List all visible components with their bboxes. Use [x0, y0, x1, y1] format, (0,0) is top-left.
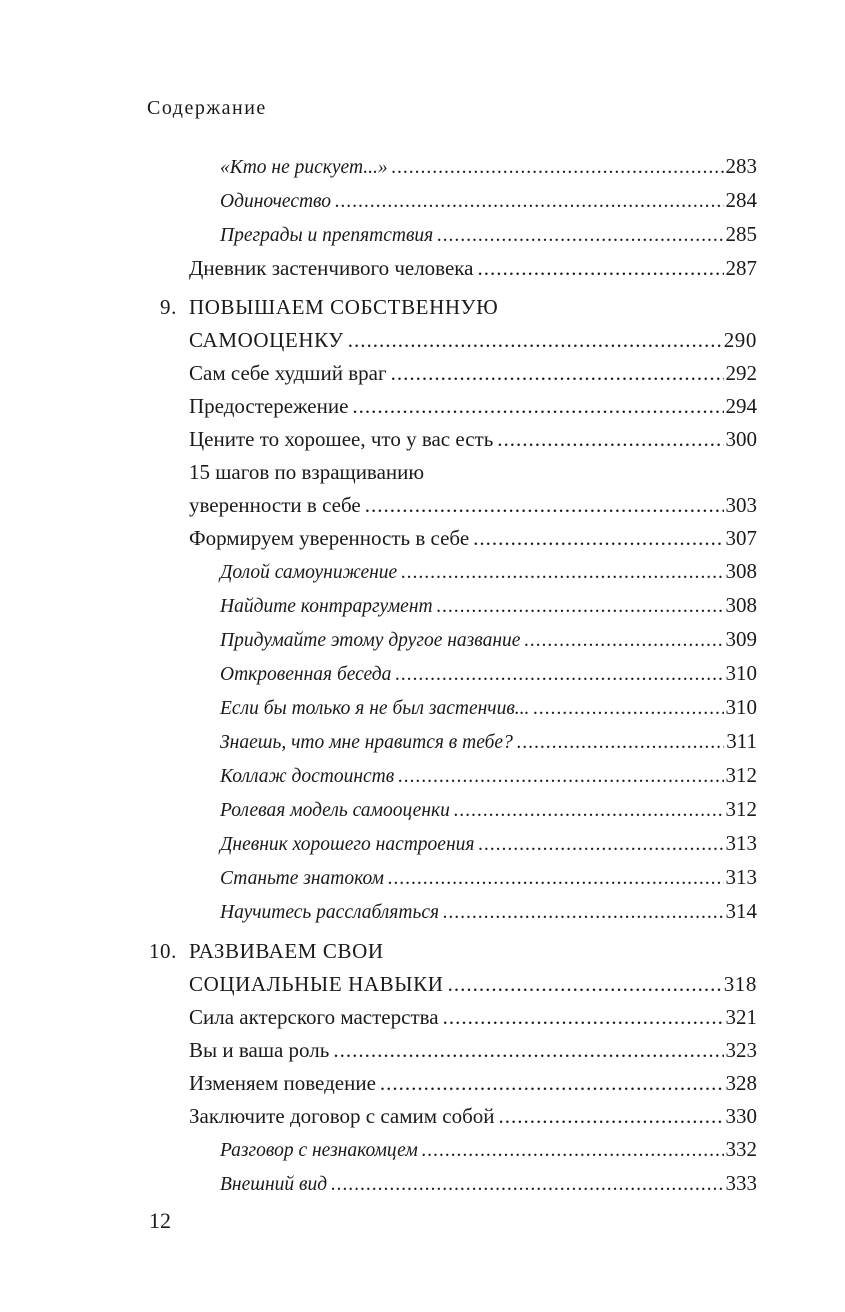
toc-entry-page: 314: [725, 899, 757, 923]
dot-leader: [331, 1168, 723, 1201]
chapter-number: 9.: [160, 295, 177, 319]
toc-entry-title: Откровенная беседа: [220, 664, 392, 685]
toc-entry-title: Станьте знатоком: [220, 868, 384, 889]
toc-entry-page: 292: [725, 361, 757, 385]
dot-leader: [443, 1001, 724, 1034]
dot-leader: [401, 556, 723, 589]
chapter-10-heading[interactable]: [0, 935, 845, 1001]
toc-entry-title: Сила актерского мастерства: [189, 1005, 439, 1029]
toc-entry-title: Одиночество: [220, 191, 332, 212]
toc-entry-page: 284: [725, 188, 757, 212]
toc-entry-title: Коллаж достоинств: [220, 766, 395, 787]
dot-leader: [352, 390, 723, 423]
toc-entry[interactable]: [0, 623, 845, 657]
dot-leader: [398, 760, 723, 793]
toc-entry-page: 333: [725, 1171, 757, 1195]
dot-leader: [380, 1067, 724, 1100]
chapter-title-line1: РАЗВИВАЕМ СВОИ: [189, 939, 384, 963]
toc-entry-title: Ролевая модель самооценки: [220, 800, 450, 821]
toc-entry-page: 312: [725, 797, 757, 821]
toc-entry-title: Дневник хорошего настроения: [220, 834, 475, 855]
toc-entry[interactable]: [0, 895, 845, 929]
toc-entry-title: Формируем уверенность в себе: [189, 526, 470, 550]
dot-leader: [422, 1134, 724, 1167]
toc-entry-title: Цените то хорошее, что у вас есть: [189, 427, 494, 451]
toc-entry-title: Разговор с незнакомцем: [220, 1140, 418, 1161]
chapter-title-line1: ПОВЫШАЕМ СОБСТВЕННУЮ: [189, 295, 499, 319]
dot-leader: [348, 324, 722, 357]
toc-entry[interactable]: [0, 390, 845, 423]
toc-entry[interactable]: [0, 555, 845, 589]
toc-entry-page: 308: [725, 593, 757, 617]
dot-leader: [497, 423, 723, 456]
toc-entry[interactable]: [0, 184, 845, 218]
dot-leader: [333, 1034, 723, 1067]
toc-entry-page: 303: [725, 493, 757, 517]
toc-entry-page: 307: [725, 526, 757, 550]
toc-entry[interactable]: [0, 357, 845, 390]
toc-entry-title: Знаешь, что мне нравится в тебе?: [220, 732, 513, 753]
toc-entry[interactable]: [0, 1100, 845, 1133]
toc-entry-title: Сам себе худший враг: [189, 361, 387, 385]
toc-entry[interactable]: [0, 691, 845, 725]
toc-entry-page: 330: [725, 1104, 757, 1128]
toc-entry-page: 308: [725, 559, 757, 583]
dot-leader: [517, 726, 724, 759]
toc-entry-page: 313: [725, 831, 757, 855]
toc-entry[interactable]: [0, 793, 845, 827]
dot-leader: [454, 794, 724, 827]
toc-entry-page: 294: [725, 394, 757, 418]
dot-leader: [437, 590, 724, 623]
table-of-contents: [0, 150, 845, 1201]
chapter-number: 10.: [148, 939, 177, 963]
dot-leader: [391, 357, 724, 390]
toc-entry-page: 300: [725, 427, 757, 451]
toc-entry-page: 312: [725, 763, 757, 787]
toc-entry[interactable]: [0, 861, 845, 895]
toc-entry[interactable]: [0, 827, 845, 861]
toc-entry[interactable]: [0, 1067, 845, 1100]
toc-entry-title: Долой самоунижение: [220, 562, 398, 583]
toc-entry[interactable]: [0, 1167, 845, 1201]
dot-leader: [335, 185, 723, 218]
toc-entry-page: 309: [725, 627, 757, 651]
toc-entry-title: Дневник застенчивого человека: [189, 256, 474, 280]
dot-leader: [478, 828, 723, 861]
dot-leader: [388, 862, 724, 895]
running-header: Содержание: [147, 97, 267, 119]
dot-leader: [478, 252, 724, 285]
toc-entry[interactable]: [0, 589, 845, 623]
toc-entry-title: Преграды и препятствия: [220, 225, 434, 246]
toc-entry[interactable]: [0, 423, 845, 456]
toc-entry-title: «Кто не рискует...»: [220, 157, 388, 178]
toc-entry-page: 318: [723, 972, 757, 996]
toc-entry-title: Предостережение: [189, 394, 349, 418]
toc-entry-page: 313: [725, 865, 757, 889]
dot-leader: [473, 522, 723, 555]
chapter-9-heading[interactable]: [0, 291, 845, 357]
toc-entry-page: 332: [725, 1137, 757, 1161]
dot-leader: [448, 968, 722, 1001]
toc-entry-title-line1: 15 шагов по взращиванию: [189, 460, 425, 484]
toc-entry[interactable]: [0, 725, 845, 759]
toc-entry-title: Научитесь расслабляться: [220, 902, 440, 923]
page-number: 12: [149, 1208, 171, 1233]
toc-entry-page: 328: [725, 1071, 757, 1095]
chapter-title-line2: САМООЦЕНКУ: [189, 328, 344, 352]
toc-entry-title: Если бы только я не был застенчив...: [220, 698, 530, 719]
toc-entry-page: 323: [725, 1038, 757, 1062]
dot-leader: [392, 151, 724, 184]
toc-entry[interactable]: [0, 522, 845, 555]
toc-entry-page: 285: [725, 222, 757, 246]
toc-entry[interactable]: [0, 252, 845, 285]
toc-entry-page: 310: [725, 661, 757, 685]
toc-entry[interactable]: [0, 759, 845, 793]
dot-leader: [365, 489, 724, 522]
toc-entry-title: Заключите договор с самим собой: [189, 1104, 495, 1128]
toc-entry[interactable]: [0, 150, 845, 184]
toc-entry[interactable]: [0, 456, 845, 522]
toc-entry-page: 283: [725, 154, 757, 178]
toc-entry[interactable]: [0, 1034, 845, 1067]
toc-entry-page: 287: [725, 256, 757, 280]
dot-leader: [499, 1100, 724, 1133]
toc-entry-title: Найдите контраргумент: [220, 596, 433, 617]
toc-entry-page: 310: [725, 695, 757, 719]
dot-leader: [533, 692, 723, 725]
toc-entry[interactable]: [0, 1001, 845, 1034]
toc-entry-page: 311: [726, 729, 757, 753]
toc-entry-title-line2: уверенности в себе: [189, 493, 361, 517]
toc-entry-title: Придумайте этому другое название: [220, 630, 521, 651]
toc-entry[interactable]: [0, 218, 845, 252]
dot-leader: [395, 658, 723, 691]
dot-leader: [437, 219, 723, 252]
toc-entry-title: Изменяем поведение: [189, 1071, 376, 1095]
dot-leader: [443, 896, 723, 929]
toc-entry-title: Вы и ваша роль: [189, 1038, 330, 1062]
chapter-title-line2: СОЦИАЛЬНЫЕ НАВЫКИ: [189, 972, 444, 996]
dot-leader: [524, 624, 723, 657]
toc-entry-page: 321: [725, 1005, 757, 1029]
toc-entry-title: Внешний вид: [220, 1174, 328, 1195]
toc-entry[interactable]: [0, 657, 845, 691]
toc-entry[interactable]: [0, 1133, 845, 1167]
toc-entry-page: 290: [723, 328, 757, 352]
